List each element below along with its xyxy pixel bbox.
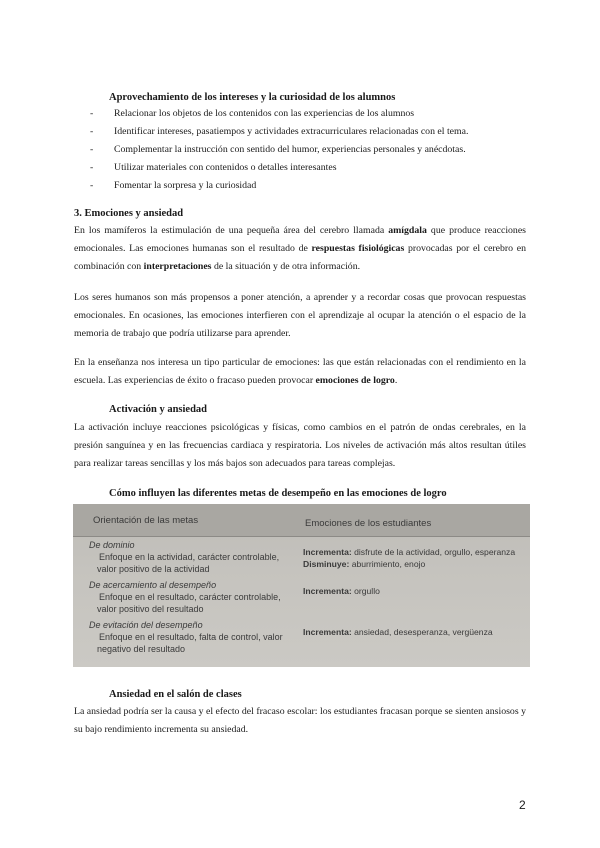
bold-term-amygdala: amígdala <box>388 225 427 236</box>
text-run: provocadas por el cerebro en combinación con <box>74 243 527 273</box>
emotion-text: disfrute de la actividad, orgullo, esperanza <box>351 547 516 557</box>
activation-paragraph: La activación incluye reacciones psicológicas y físicas, como cambios en el patrón de ondas cerebrales, en la presión sanguínea y en las frecuencias cardiaca y respiratoria. Los niveles de activación más altos resultan útiles para realizar tareas sencillas y los más bajos son adecuados para tareas complejas. <box>74 422 526 470</box>
interests-heading: Aprovechamiento de los intereses y la curiosidad de los alumnos <box>109 92 396 103</box>
emotion-label: Incrementa: <box>303 586 352 596</box>
list-item: - Identificar intereses, pasatiempos y actividades extracurriculares relacionadas con el tema. <box>90 126 469 137</box>
bold-term-interpretations: interpretaciones <box>143 261 212 273</box>
emotion-increase <box>303 547 515 557</box>
list-item: - Utilizar materiales con contenidos o detalles interesantes <box>90 162 337 173</box>
emotions-paragraph-2: Los seres humanos son más propensos a poner atención, a aprender y a recordar cosas que provocan respuestas emocionales. En ocasiones, las emociones interfieren con el aprendizaje al ocupar la atención o el espacio de la memoria de trabajo que podría utilizarse para aprender. <box>74 292 526 340</box>
emotion-text: orgullo <box>351 586 380 596</box>
goal-description: Enfoque en la actividad, carácter controlable, <box>99 552 280 562</box>
emotions-paragraph-1 <box>74 222 526 277</box>
table-caption: Cómo influyen las diferentes metas de desempeño en las emociones de logro <box>109 488 447 499</box>
emotion-increase <box>303 586 380 596</box>
goal-title: De dominio <box>89 540 135 550</box>
list-item-text: Utilizar materiales con contenidos o detalles interesantes <box>114 162 337 173</box>
col-header-goals: Orientación de las metas <box>93 515 199 526</box>
goal-description: Enfoque en el resultado, falta de control, valor <box>99 632 283 642</box>
page-number: 2 <box>519 798 526 812</box>
interests-list <box>90 105 468 195</box>
goal-description: negativo del resultado <box>97 644 186 654</box>
emotion-decrease <box>303 559 425 569</box>
list-item: - Fomentar la sorpresa y la curiosidad <box>90 180 257 191</box>
classroom-paragraph: La ansiedad podría ser la causa y el efecto del fracaso escolar: los estudiantes fracasan porque se sienten ansiosos y su bajo rendimiento incrementa su ansiedad. <box>74 706 526 736</box>
list-item-text: Relacionar los objetos de los contenidos con las experiencias de los alumnos <box>114 108 415 119</box>
emotion-text: aburrimiento, enojo <box>349 559 426 569</box>
text-run: En la enseñanza nos interesa un tipo particular de emociones: las que están relacionadas con el rendimiento en la escuela. Las experiencias de éxito o fracaso pueden provocar <box>74 357 526 387</box>
table-header <box>73 504 530 537</box>
goal-title: De acercamiento al desempeño <box>89 580 217 590</box>
text-run: que produce reacciones emocionales. Las emociones humanas son el resultado de <box>74 225 526 255</box>
list-item-text: Fomentar la sorpresa y la curiosidad <box>114 180 257 191</box>
bold-term-achievement-emotions: emociones de logro <box>315 375 395 387</box>
text-run: . <box>394 375 398 387</box>
list-item: - Relacionar los objetos de los contenidos con las experiencias de los alumnos <box>90 108 415 119</box>
emotion-label: Incrementa: <box>303 627 352 637</box>
goal-title: De evitación del desempeño <box>89 620 203 630</box>
list-item: - Complementar la instrucción con sentido del humor, experiencias personales y anécdotas. <box>90 144 466 155</box>
emotions-heading: 3. Emociones y ansiedad <box>74 208 184 219</box>
classroom-heading: Ansiedad en el salón de clases <box>109 689 242 700</box>
emotions-paragraph-3 <box>74 354 526 390</box>
goal-description: Enfoque en el resultado, carácter controlable, <box>99 592 281 602</box>
emotion-increase <box>303 627 493 637</box>
goal-description: valor positivo de la actividad <box>97 564 210 574</box>
text-run: En los mamíferos la estimulación de una pequeña área del cerebro llamada <box>74 225 389 236</box>
list-item-text: Complementar la instrucción con sentido del humor, experiencias personales y anécdotas. <box>114 144 466 155</box>
col-header-emotions: Emociones de los estudiantes <box>305 518 432 529</box>
bold-term-physiological: respuestas fisiológicas <box>311 243 405 255</box>
emotion-text: ansiedad, desesperanza, vergüenza <box>351 627 493 637</box>
goals-emotions-table-image <box>73 504 530 667</box>
list-item-text: Identificar intereses, pasatiempos y actividades extracurriculares relacionadas con el tema. <box>114 126 469 137</box>
emotion-label: Disminuye: <box>303 559 350 569</box>
goal-description: valor positivo del resultado <box>97 604 204 614</box>
emotion-label: Incrementa: <box>303 547 352 557</box>
text-run: de la situación y de otra información. <box>211 261 361 273</box>
activation-heading: Activación y ansiedad <box>109 404 208 415</box>
